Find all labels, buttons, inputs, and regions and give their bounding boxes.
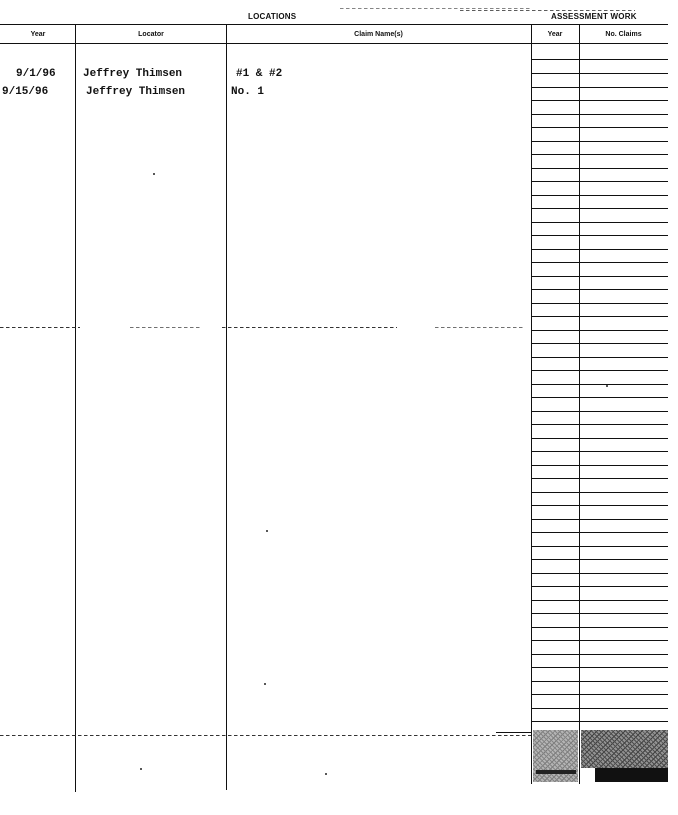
assessment-row-line: [531, 222, 668, 223]
entry-year: 9/1/96: [16, 68, 56, 80]
assessment-row-line: [531, 694, 668, 695]
scan-noise-solid-bar: [595, 768, 668, 782]
assessment-row-line: [531, 667, 668, 668]
scan-speck: [325, 773, 327, 775]
assessment-row-line: [531, 195, 668, 196]
assessment-row-line: [531, 438, 668, 439]
assessment-row-line: [531, 546, 668, 547]
assessment-row-line: [531, 303, 668, 304]
scan-speck: [140, 768, 142, 770]
entry-claim-name: #1 & #2: [236, 68, 283, 80]
assessment-row-line: [531, 640, 668, 641]
column-header-assessment-year: Year: [547, 31, 563, 38]
assessment-row-line: [531, 357, 668, 358]
assessment-row-line: [531, 654, 668, 655]
scan-noise-bar-left: [536, 770, 576, 774]
scan-speck: [606, 385, 608, 387]
assessment-row-line: [531, 276, 668, 277]
assessment-row-line: [531, 141, 668, 142]
assessment-row-line: [531, 627, 668, 628]
assessment-row-line: [531, 100, 668, 101]
entry-year: 9/15/96: [2, 86, 49, 98]
scan-noise-assessment-year: [533, 730, 578, 782]
header-bottom-rule: [0, 43, 668, 44]
divider-claims-assessment: [531, 24, 532, 784]
assessment-row-line: [531, 235, 668, 236]
scan-noise-no-claims: [581, 730, 668, 768]
assessment-row-line: [531, 573, 668, 574]
assessment-row-line: [531, 559, 668, 560]
midpage-dashed-line: [130, 327, 200, 328]
scan-speck: [266, 530, 268, 532]
assessment-row-line: [531, 411, 668, 412]
assessment-work-title: ASSESSMENT WORK: [551, 12, 637, 21]
assessment-row-line: [531, 249, 668, 250]
assessment-row-line: [531, 316, 668, 317]
assessment-row-line: [531, 708, 668, 709]
assessment-row-line: [531, 114, 668, 115]
assessment-row-line: [531, 465, 668, 466]
assessment-row-line: [531, 59, 668, 60]
divider-year-locator: [75, 24, 76, 792]
midpage-dashed-line: [0, 327, 80, 328]
assessment-row-line: [531, 505, 668, 506]
top-scan-noise: [340, 8, 530, 9]
midpage-dashed-line: [435, 327, 525, 328]
assessment-row-line: [531, 330, 668, 331]
column-header-locator: Locator: [138, 31, 164, 38]
assessment-row-line: [531, 600, 668, 601]
header-top-rule: [0, 24, 668, 25]
assessment-row-line: [531, 397, 668, 398]
assessment-row-line: [531, 424, 668, 425]
assessment-row-line: [531, 681, 668, 682]
entry-claim-name: No. 1: [231, 86, 265, 98]
top-scan-noise-2: [460, 10, 635, 11]
assessment-row-line: [531, 721, 668, 722]
locations-title: LOCATIONS: [248, 12, 297, 21]
assessment-row-line: [531, 87, 668, 88]
bottom-edge-mark: [496, 732, 531, 733]
midpage-dashed-line: [222, 327, 397, 328]
divider-locator-claims: [226, 24, 227, 790]
entry-locator: Jeffrey Thimsen: [86, 86, 186, 98]
entry-locator: Jeffrey Thimsen: [83, 68, 183, 80]
assessment-row-line: [531, 208, 668, 209]
scan-speck: [153, 173, 155, 175]
assessment-row-line: [531, 478, 668, 479]
assessment-row-line: [531, 168, 668, 169]
assessment-row-line: [531, 289, 668, 290]
scan-speck: [264, 683, 266, 685]
assessment-row-line: [531, 127, 668, 128]
assessment-row-line: [531, 519, 668, 520]
divider-assessment-year-claims: [579, 24, 580, 784]
assessment-row-line: [531, 343, 668, 344]
assessment-row-line: [531, 586, 668, 587]
assessment-row-line: [531, 451, 668, 452]
assessment-row-line: [531, 384, 668, 385]
assessment-row-line: [531, 370, 668, 371]
assessment-row-line: [531, 73, 668, 74]
assessment-row-line: [531, 492, 668, 493]
assessment-row-line: [531, 532, 668, 533]
column-header-claim-names: Claim Name(s): [354, 31, 403, 38]
assessment-row-line: [531, 181, 668, 182]
column-header-year: Year: [30, 31, 46, 38]
assessment-row-line: [531, 613, 668, 614]
bottom-dashed-line: [0, 735, 531, 736]
assessment-row-line: [531, 262, 668, 263]
column-header-no-claims: No. Claims: [605, 31, 642, 38]
assessment-row-line: [531, 154, 668, 155]
